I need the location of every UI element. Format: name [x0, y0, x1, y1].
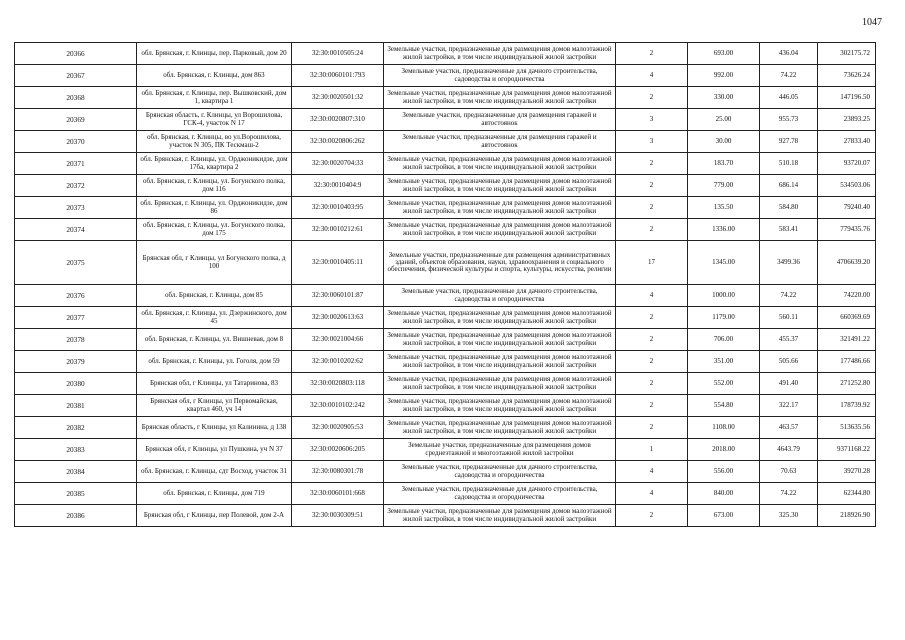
cell-row-number: 20368	[15, 87, 137, 109]
cell-area: 673.00	[688, 505, 760, 527]
cell-cadastral-number: 32:30:0010405:11	[292, 241, 384, 285]
cell-area: 1000.00	[688, 285, 760, 307]
cell-use-group: 4	[616, 285, 688, 307]
cell-unit-value: 446.05	[760, 87, 818, 109]
cell-row-number: 20376	[15, 285, 137, 307]
cell-cadastral-number: 32:30:0060101:668	[292, 483, 384, 505]
cell-row-number: 20374	[15, 219, 137, 241]
cell-row-number: 20382	[15, 417, 137, 439]
cell-unit-value: 325.30	[760, 505, 818, 527]
cell-use-group: 2	[616, 505, 688, 527]
cell-use-group: 3	[616, 131, 688, 153]
table-row	[15, 87, 876, 109]
cell-row-number: 20386	[15, 505, 137, 527]
cell-address: обл. Брянская, г. Клинцы, сдт Восход, участок 31	[137, 461, 292, 483]
cell-cadastral-number: 32:30:0020803:118	[292, 373, 384, 395]
cell-cadastral-value: 779435.76	[818, 219, 876, 241]
cell-use-group: 4	[616, 65, 688, 87]
cell-cadastral-value: 23893.25	[818, 109, 876, 131]
table-body	[15, 43, 876, 527]
cell-address: обл. Брянская, г. Клинцы, ул. Богунского полка, дом 116	[137, 175, 292, 197]
cell-row-number: 20370	[15, 131, 137, 153]
cell-cadastral-value: 534503.06	[818, 175, 876, 197]
cell-cadastral-value: 9371168.22	[818, 439, 876, 461]
cell-address: Брянская область, г. Клинцы, ул Ворошилова, ГСК-4, участок N 17	[137, 109, 292, 131]
cell-cadastral-value: 74220.00	[818, 285, 876, 307]
table-row	[15, 131, 876, 153]
cell-address: Брянская обл, г Клинцы, пер Полевой, дом 2-А	[137, 505, 292, 527]
table-row	[15, 153, 876, 175]
cell-cadastral-number: 32:30:0020806:262	[292, 131, 384, 153]
cell-row-number: 20378	[15, 329, 137, 351]
cell-permitted-use: Земельные участки, предназначенные для размещения домов малоэтажной жилой застройки, в том числе индивидуальной жилой застройки	[384, 87, 616, 109]
cell-unit-value: 560.11	[760, 307, 818, 329]
table-row	[15, 219, 876, 241]
table-row	[15, 285, 876, 307]
cell-permitted-use: Земельные участки, предназначенные для размещения домов малоэтажной жилой застройки, в том числе индивидуальной жилой застройки	[384, 197, 616, 219]
cell-area: 1179.00	[688, 307, 760, 329]
cell-permitted-use: Земельные участки, предназначенные для размещения гаражей и автостоянок	[384, 131, 616, 153]
cell-row-number: 20367	[15, 65, 137, 87]
cell-unit-value: 70.63	[760, 461, 818, 483]
cell-address: обл. Брянская, г. Клинцы, ул. Гоголя, дом 59	[137, 351, 292, 373]
cell-row-number: 20379	[15, 351, 137, 373]
cell-row-number: 20375	[15, 241, 137, 285]
cell-row-number: 20377	[15, 307, 137, 329]
cell-permitted-use: Земельные участки, предназначенные для размещения домов малоэтажной жилой застройки, в том числе индивидуальной жилой застройки	[384, 307, 616, 329]
table-row	[15, 197, 876, 219]
cell-cadastral-value: 79240.40	[818, 197, 876, 219]
cell-permitted-use: Земельные участки, предназначенные для дачного строительства, садоводства и огородничества	[384, 461, 616, 483]
cell-cadastral-value: 177486.66	[818, 351, 876, 373]
cell-row-number: 20385	[15, 483, 137, 505]
cell-cadastral-number: 32:30:0060101:87	[292, 285, 384, 307]
table-row	[15, 461, 876, 483]
cell-address: обл. Брянская, г. Клинцы, дом 85	[137, 285, 292, 307]
cell-area: 706.00	[688, 329, 760, 351]
cell-area: 135.50	[688, 197, 760, 219]
cell-unit-value: 74.22	[760, 483, 818, 505]
cell-area: 1336.00	[688, 219, 760, 241]
table-row	[15, 417, 876, 439]
cell-area: 30.00	[688, 131, 760, 153]
cell-use-group: 2	[616, 417, 688, 439]
cell-area: 2018.00	[688, 439, 760, 461]
cell-unit-value: 584.80	[760, 197, 818, 219]
cell-area: 25.00	[688, 109, 760, 131]
cell-cadastral-value: 73626.24	[818, 65, 876, 87]
cell-permitted-use: Земельные участки, предназначенные для дачного строительства, садоводства и огородничества	[384, 483, 616, 505]
cell-cadastral-number: 32:30:0010212:61	[292, 219, 384, 241]
cell-row-number: 20381	[15, 395, 137, 417]
cell-cadastral-number: 32:30:0010505:24	[292, 43, 384, 65]
cell-unit-value: 322.17	[760, 395, 818, 417]
cell-use-group: 2	[616, 153, 688, 175]
page-number: 1047	[862, 17, 882, 28]
cell-row-number: 20372	[15, 175, 137, 197]
cell-cadastral-value: 302175.72	[818, 43, 876, 65]
table-row	[15, 351, 876, 373]
cell-area: 183.70	[688, 153, 760, 175]
cell-permitted-use: Земельные участки, предназначенные для размещения административных зданий, объектов образования, науки, здравоохранения и социального обеспечения, физической культуры и спорта, культуры, искусства, религии	[384, 241, 616, 285]
cell-unit-value: 3499.36	[760, 241, 818, 285]
cell-area: 330.00	[688, 87, 760, 109]
cell-permitted-use: Земельные участки, предназначенные для размещения домов малоэтажной жилой застройки, в том числе индивидуальной жилой застройки	[384, 505, 616, 527]
cell-area: 693.00	[688, 43, 760, 65]
cell-cadastral-value: 178739.92	[818, 395, 876, 417]
cell-use-group: 2	[616, 219, 688, 241]
cell-row-number: 20373	[15, 197, 137, 219]
table-row	[15, 483, 876, 505]
cell-address: Брянская обл, г Клинцы, ул Пушкина, уч N 37	[137, 439, 292, 461]
cell-use-group: 2	[616, 395, 688, 417]
cell-area: 840.00	[688, 483, 760, 505]
cell-permitted-use: Земельные участки, предназначенные для размещения домов малоэтажной жилой застройки, в том числе индивидуальной жилой застройки	[384, 395, 616, 417]
table-row	[15, 109, 876, 131]
cell-permitted-use: Земельные участки, предназначенные для размещения домов среднеэтажной и многоэтажной жилой застройки	[384, 439, 616, 461]
cell-permitted-use: Земельные участки, предназначенные для дачного строительства, садоводства и огородничества	[384, 65, 616, 87]
cell-permitted-use: Земельные участки, предназначенные для размещения домов малоэтажной жилой застройки, в том числе индивидуальной жилой застройки	[384, 175, 616, 197]
cell-use-group: 2	[616, 87, 688, 109]
cell-unit-value: 510.18	[760, 153, 818, 175]
cell-cadastral-number: 32:30:0080301:78	[292, 461, 384, 483]
cell-unit-value: 455.37	[760, 329, 818, 351]
cell-cadastral-value: 147196.50	[818, 87, 876, 109]
table-row	[15, 505, 876, 527]
table-row	[15, 395, 876, 417]
cell-unit-value: 463.57	[760, 417, 818, 439]
cell-cadastral-value: 62344.80	[818, 483, 876, 505]
cell-area: 779.00	[688, 175, 760, 197]
cell-address: обл. Брянская, г. Клинцы, дом 863	[137, 65, 292, 87]
cell-cadastral-number: 32:30:0020905:53	[292, 417, 384, 439]
cell-address: Брянская обл, г Клинцы, ул Татаринова, 83	[137, 373, 292, 395]
cell-area: 1345.00	[688, 241, 760, 285]
cell-use-group: 2	[616, 351, 688, 373]
table-row	[15, 307, 876, 329]
cell-area: 554.80	[688, 395, 760, 417]
cell-use-group: 2	[616, 175, 688, 197]
cell-use-group: 2	[616, 197, 688, 219]
table-row	[15, 175, 876, 197]
cell-address: Брянская обл, г Клинцы, ул Богунского полка, д 100	[137, 241, 292, 285]
table-row	[15, 43, 876, 65]
cell-row-number: 20371	[15, 153, 137, 175]
cell-cadastral-value: 218926.90	[818, 505, 876, 527]
table-row	[15, 65, 876, 87]
cell-cadastral-value: 93720.07	[818, 153, 876, 175]
cell-row-number: 20384	[15, 461, 137, 483]
cell-unit-value: 955.73	[760, 109, 818, 131]
cell-address: обл. Брянская, г. Клинцы, ул. Орджоникидзе, дом 86	[137, 197, 292, 219]
cell-row-number: 20366	[15, 43, 137, 65]
cell-cadastral-number: 32:30:0010404:9	[292, 175, 384, 197]
cell-unit-value: 436.04	[760, 43, 818, 65]
cell-row-number: 20380	[15, 373, 137, 395]
cell-area: 1108.00	[688, 417, 760, 439]
cell-permitted-use: Земельные участки, предназначенные для размещения домов малоэтажной жилой застройки, в том числе индивидуальной жилой застройки	[384, 153, 616, 175]
cell-use-group: 3	[616, 109, 688, 131]
cell-use-group: 2	[616, 373, 688, 395]
cell-permitted-use: Земельные участки, предназначенные для размещения гаражей и автостоянок	[384, 109, 616, 131]
cell-address: обл. Брянская, г. Клинцы, дом 719	[137, 483, 292, 505]
cell-cadastral-value: 513635.56	[818, 417, 876, 439]
cell-permitted-use: Земельные участки, предназначенные для размещения домов малоэтажной жилой застройки, в том числе индивидуальной жилой застройки	[384, 329, 616, 351]
cell-area: 351.00	[688, 351, 760, 373]
cell-unit-value: 491.40	[760, 373, 818, 395]
cell-use-group: 4	[616, 461, 688, 483]
cell-cadastral-number: 32:30:0020807:310	[292, 109, 384, 131]
cell-cadastral-value: 4706639.20	[818, 241, 876, 285]
cell-unit-value: 74.22	[760, 285, 818, 307]
cell-area: 552.00	[688, 373, 760, 395]
cell-permitted-use: Земельные участки, предназначенные для дачного строительства, садоводства и огородничества	[384, 285, 616, 307]
cell-address: обл. Брянская, г. Клинцы, ул. Орджоникидзе, дом 17ба, квартира 2	[137, 153, 292, 175]
cell-unit-value: 505.66	[760, 351, 818, 373]
cell-use-group: 1	[616, 439, 688, 461]
cell-permitted-use: Земельные участки, предназначенные для размещения домов малоэтажной жилой застройки, в том числе индивидуальной жилой застройки	[384, 351, 616, 373]
cell-area: 556.00	[688, 461, 760, 483]
cell-use-group: 2	[616, 329, 688, 351]
cell-address: обл. Брянская, г. Клинцы, ул. Дзержинского, дом 45	[137, 307, 292, 329]
cell-use-group: 2	[616, 307, 688, 329]
cell-cadastral-value: 27833.40	[818, 131, 876, 153]
cell-row-number: 20383	[15, 439, 137, 461]
cell-permitted-use: Земельные участки, предназначенные для размещения домов малоэтажной жилой застройки, в том числе индивидуальной жилой застройки	[384, 373, 616, 395]
cell-cadastral-number: 32:30:0030309:51	[292, 505, 384, 527]
cell-unit-value: 927.78	[760, 131, 818, 153]
cell-use-group: 17	[616, 241, 688, 285]
cell-permitted-use: Земельные участки, предназначенные для размещения домов малоэтажной жилой застройки, в том числе индивидуальной жилой застройки	[384, 417, 616, 439]
cell-address: обл. Брянская, г. Клинцы, ул. Богунского полка, дом 175	[137, 219, 292, 241]
cell-unit-value: 4643.79	[760, 439, 818, 461]
cell-cadastral-value: 660369.69	[818, 307, 876, 329]
cell-unit-value: 74.22	[760, 65, 818, 87]
cell-cadastral-number: 32:30:0060101:793	[292, 65, 384, 87]
cell-address: обл. Брянская, г. Клинцы, пер. Вышковский, дом 1, квартира 1	[137, 87, 292, 109]
cell-permitted-use: Земельные участки, предназначенные для размещения домов малоэтажной жилой застройки, в том числе индивидуальной жилой застройки	[384, 43, 616, 65]
table-row	[15, 373, 876, 395]
cell-address: Брянская обл, г Клинцы, ул Первомайская, квартал 460, уч 14	[137, 395, 292, 417]
cell-cadastral-number: 32:30:0021004:66	[292, 329, 384, 351]
cell-row-number: 20369	[15, 109, 137, 131]
cell-address: обл. Брянская, г. Клинцы, ул. Вишневая, дом 8	[137, 329, 292, 351]
cell-cadastral-number: 32:30:0020613:63	[292, 307, 384, 329]
table-row	[15, 329, 876, 351]
cell-cadastral-number: 32:30:0010102:242	[292, 395, 384, 417]
cell-address: обл. Брянская, г. Клинцы, во ул.Ворошилова, участок N 305, ПК Тескмаш-2	[137, 131, 292, 153]
cell-cadastral-number: 32:30:0020704:33	[292, 153, 384, 175]
cell-use-group: 2	[616, 43, 688, 65]
cell-cadastral-value: 271252.80	[818, 373, 876, 395]
cell-use-group: 4	[616, 483, 688, 505]
land-register-table	[14, 42, 876, 527]
cell-cadastral-number: 32:30:0020606:205	[292, 439, 384, 461]
cell-address: обл. Брянская, г. Клинцы, пер. Парковый, дом 20	[137, 43, 292, 65]
cell-address: Брянская область, г Клинцы, ул Калинина, д 138	[137, 417, 292, 439]
cell-area: 992.00	[688, 65, 760, 87]
table-row	[15, 439, 876, 461]
cell-unit-value: 686.14	[760, 175, 818, 197]
cell-cadastral-number: 32:30:0010202:62	[292, 351, 384, 373]
cell-cadastral-value: 39270.28	[818, 461, 876, 483]
cell-permitted-use: Земельные участки, предназначенные для размещения домов малоэтажной жилой застройки, в том числе индивидуальной жилой застройки	[384, 219, 616, 241]
cell-cadastral-number: 32:30:0010403:95	[292, 197, 384, 219]
cell-unit-value: 583.41	[760, 219, 818, 241]
table-row	[15, 241, 876, 285]
cell-cadastral-number: 32:30:0020501:32	[292, 87, 384, 109]
cell-cadastral-value: 321491.22	[818, 329, 876, 351]
